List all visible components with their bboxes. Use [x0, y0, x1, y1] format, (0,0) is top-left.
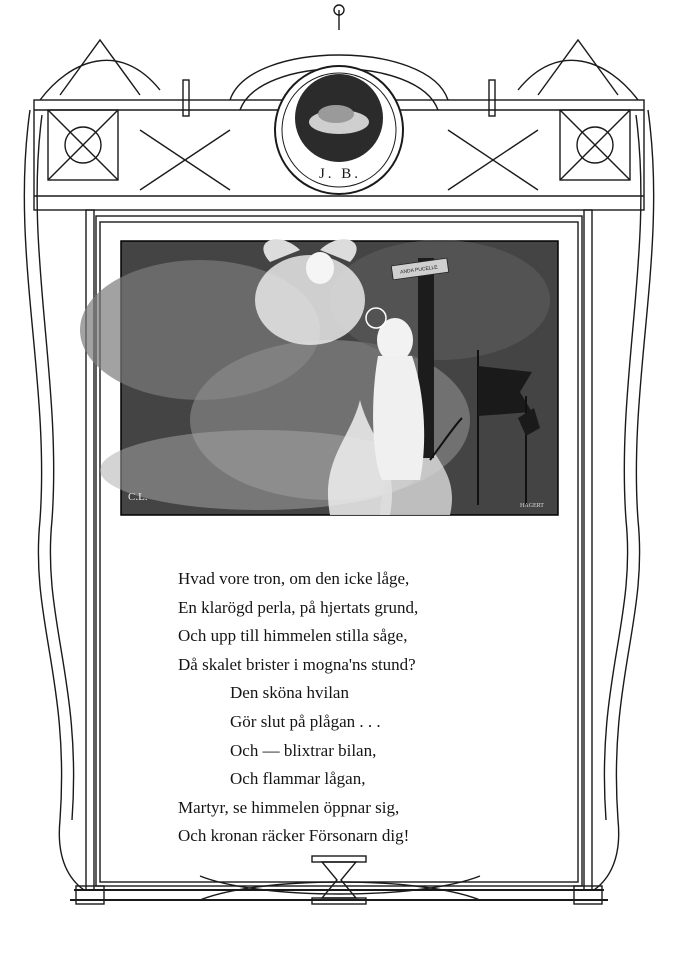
medallion-monogram: J. B.: [318, 166, 362, 182]
poem-line: Och — blixtrar bilan,: [230, 740, 377, 760]
poem-line: En klarögd perla, på hjertats grund,: [178, 597, 419, 617]
martyrdom-illustration: [80, 239, 558, 515]
artist-signature: C.L.: [128, 491, 148, 503]
poem-line: Gör slut på plågan . . .: [230, 711, 381, 731]
poem-line: Och kronan räcker Försonarn dig!: [178, 826, 410, 846]
poem-line: Den sköna hvilan: [230, 683, 349, 703]
poem-line: Martyr, se himmelen öppnar sig,: [178, 797, 400, 817]
poem-line: Hvad vore tron, om den icke låge,: [178, 569, 410, 588]
poem-stanza: [178, 565, 418, 851]
poem-line: Och flammar lågan,: [230, 769, 366, 789]
stake-plaque-text: ANDA PUCELLE: [399, 264, 439, 276]
poem-line: Och upp till himmelen stilla såge,: [178, 626, 408, 646]
engraver-signature: HAGERT: [520, 503, 544, 509]
poem-line: Då skalet brister i mogna'ns stund?: [178, 654, 416, 674]
